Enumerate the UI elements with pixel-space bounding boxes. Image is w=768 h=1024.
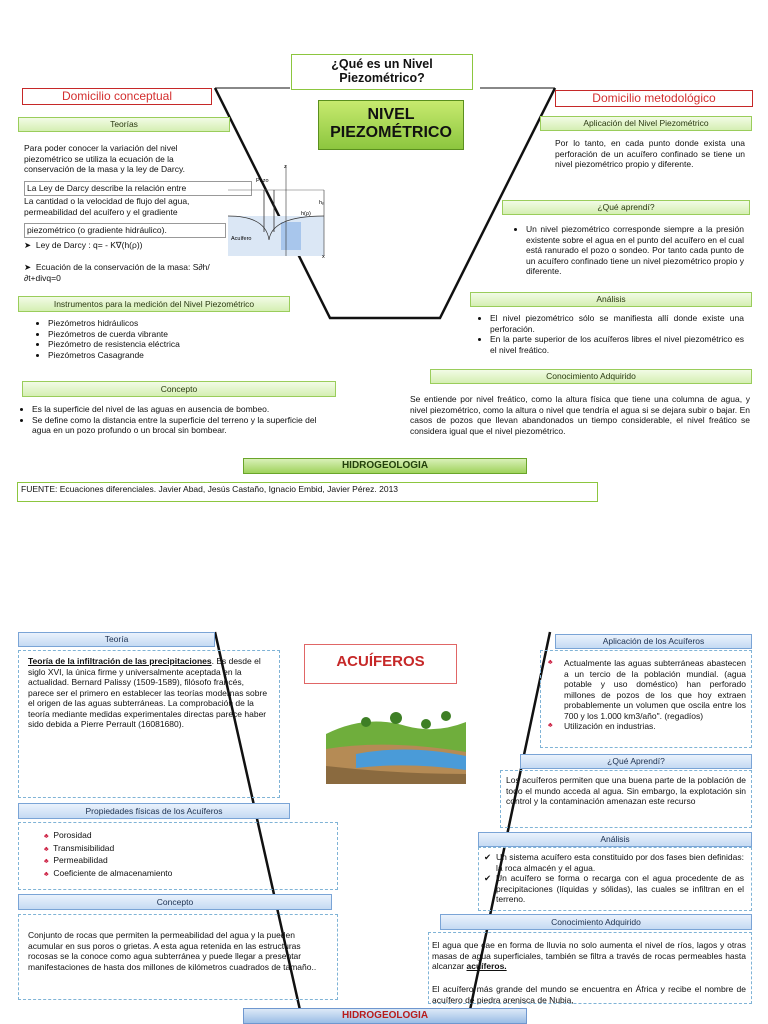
- instrumentos-header: [18, 296, 290, 312]
- propiedades-header-label: Propiedades físicas de los Acuíferos: [85, 806, 223, 816]
- analisis-b-text: Un sistema acuífero esta constituido por dos fases bien definidas: la roca almacén y el agua.: [496, 852, 744, 873]
- conocimiento-b-header: [440, 914, 752, 930]
- conocimiento-b-p1: [432, 940, 746, 972]
- propiedades-list: [44, 830, 294, 880]
- propiedad-label: Coeficiente de almacenamiento: [53, 867, 173, 878]
- analisis-item: • El nivel piezométrico sólo se manifiesta allí donde existe una perforación.: [490, 313, 744, 334]
- fig-acuifero: Acuífero: [231, 236, 252, 242]
- aplicacion-text: Por lo tanto, en cada punto donde exista una perforación de un acuífero confinado se tiene un nivel piezométrico propio y diferente.: [555, 138, 745, 169]
- teoria-header-label: Teoría: [104, 634, 129, 644]
- concepto-b-text: Conjunto de rocas que permiten la permeabilidad del agua y la pueden acumular en sus poros o grietas. A esta agua retenida en las estructuras rocosas se la conoce como agua subterránea y puede llegar a presentar manifestaciones de hasta dos millones de kilómetros cuadrados de tamaño..: [28, 930, 317, 972]
- aprendi-header: [502, 200, 750, 215]
- hidrogeologia-footer-bottom: [243, 1008, 527, 1024]
- main-title-box: [318, 100, 464, 150]
- right-tag-label: Domicilio metodológico: [592, 91, 716, 105]
- footer-label-bottom: HIDROGEOLOGIA: [341, 1010, 429, 1021]
- teorias-header: [18, 117, 230, 132]
- right-tag: [555, 90, 753, 107]
- fig-pozo: Pozo: [256, 178, 269, 184]
- instrumento-item: • Piezómetros hidráulicos: [48, 318, 250, 329]
- conocimiento-b-keyword: acuíferos.: [466, 961, 507, 971]
- analisis-b-list: [484, 852, 744, 905]
- teoria-text: [28, 656, 268, 730]
- conocimiento-b-p2: El acuífero más grande del mundo se encuentra en África y recibe el nombre de acuífero de piedra arenisca de Nubia,: [432, 984, 746, 1005]
- question-box: [291, 54, 473, 90]
- teorias-bullet-2: ➤ Ecuación de la conservación de la masa: S∂h/∂t+divq=0: [24, 262, 210, 283]
- fig-z: z: [284, 164, 287, 170]
- teorias-bullet-1: ➤ Ley de Darcy : q= - K∇(h(ρ)): [24, 240, 143, 250]
- analisis-b-header-label: Análisis: [600, 834, 630, 844]
- analisis-header: [470, 292, 752, 307]
- concepto-item: • Se define como la distancia entre la superficie del terreno y la superficie del agua en un pozo profundo o un brocal sin bombear.: [32, 415, 318, 436]
- aplicacion-b-item: ♣ Actualmente las aguas subterráneas abastecen a un tercio de la población mundial. (agua potable y uso doméstico) han perforado millones de pozos de los que hoy extraen probablemente un volumen que oscila entre los 700 y los 1.000 km3/año". (regadíos): [548, 658, 746, 721]
- analisis-b-item: ✔ Un sistema acuífero esta constituido por dos fases bien definidas: la roca almacén y el agua.: [484, 852, 744, 873]
- aplicacion-b-header: [555, 634, 752, 649]
- teorias-p4: piezométrico (o gradiente hidráulico).: [24, 223, 226, 238]
- aplicacion-b-item: ♣ Utilización en industrias.: [548, 721, 656, 731]
- instrumentos-header-label: Instrumentos para la medición del Nivel Piezométrico: [53, 299, 255, 309]
- teorias-p1: Para poder conocer la variación del nivel piezométrico se utiliza la ecuación de la conservación de la masa y la ley de Darcy.: [24, 143, 185, 174]
- well-figure: [226, 160, 331, 260]
- main-title: NIVEL PIEZOMÉTRICO: [330, 106, 452, 141]
- propiedad-item: ♣ Transmisibilidad: [44, 842, 115, 853]
- propiedad-item: ♣ Permeabilidad: [44, 855, 108, 865]
- propiedad-label: Porosidad: [53, 830, 92, 840]
- teoria-body: . Es desde el siglo XVI, la única firme y universalmente aceptada en la actualidad. Bernard Palissy (1509-1589), filósofo francés, parece ser el primero en establecer las teorías modernas sobre el origen de las aguas subterráneas. La comprobación de la teoría mediante medidas experimentales directas parece haber sido debida a Pierre Perrault (16081680).: [28, 656, 268, 729]
- instrumentos-list: [30, 318, 250, 360]
- footer-label: HIDROGEOLOGIA: [341, 460, 429, 471]
- aprendi-b-header-label: ¿Qué Aprendí?: [607, 756, 665, 766]
- darcy-law: Ley de Darcy : q= - K∇(h(ρ)): [35, 240, 143, 250]
- aplicacion-b-text: Utilización en industrias.: [564, 721, 656, 731]
- concepto-header-label: Concepto: [160, 384, 198, 394]
- concepto-b-header-label: Concepto: [156, 897, 194, 907]
- question-text: ¿Qué es un Nivel Piezométrico?: [331, 57, 433, 85]
- concepto-b-header: [18, 894, 332, 910]
- propiedad-label: Transmisibilidad: [53, 842, 115, 853]
- aplicacion-b-text: Actualmente las aguas subterráneas abastecen a un tercio de la población mundial. (agua potable y uso doméstico) han perforado millones de pozos de los que hoy extraen probablemente un volumen que oscila entre los 700 y los 1.000 km3/año". (regadíos): [564, 658, 746, 721]
- aplicacion-header: [540, 116, 752, 131]
- propiedad-label: Permeabilidad: [53, 855, 108, 865]
- fig-h: h(ρ): [301, 211, 311, 217]
- teoria-bold: Teoría de la infiltración de las precipitaciones: [28, 656, 212, 666]
- aprendi-b-header: [520, 754, 752, 769]
- mass-conservation: Ecuación de la conservación de la masa: S∂h/∂t+divq=0: [24, 262, 210, 283]
- conocimiento-header: [430, 369, 752, 384]
- instrumento-item: • Piezómetros de cuerda vibrante: [48, 329, 250, 340]
- aplicacion-header-label: Aplicación del Nivel Piezométrico: [583, 118, 709, 128]
- fuente-text: FUENTE: Ecuaciones diferenciales. Javier Abad, Jesús Castaño, Ignacio Embid, Javier Pérez. 2013: [21, 484, 399, 494]
- acuiferos-title-box: [304, 644, 457, 684]
- aprendi-header-label: ¿Qué aprendí?: [597, 202, 655, 212]
- analisis-b-header: [478, 832, 752, 847]
- fig-x: x: [322, 254, 325, 260]
- analisis-b-text: Un acuífero se forma o recarga con el agua procedente de as precipitaciones (líquidas y sólidas), las cuales se infiltran en el terreno.: [496, 873, 744, 904]
- concepto-header: [22, 381, 336, 397]
- aquifer-illustration: [326, 704, 466, 784]
- propiedad-item: ♣ Porosidad: [44, 830, 92, 840]
- left-tag: [22, 88, 212, 105]
- concepto-item: • Es la superficie del nivel de las aguas en ausencia de bombeo.: [32, 404, 318, 415]
- aprendi-b-text: Los acuíferos permiten que una buena parte de la población de todo el mundo acceda al agua. Sin embargo, la explotación sin control y la contaminación amenazan este recurso: [506, 775, 746, 806]
- analisis-b-item: ✔ Un acuífero se forma o recarga con el agua procedente de as precipitaciones (líquidas y sólidas), las cuales se infiltran en el terreno.: [484, 873, 744, 904]
- acuiferos-title: ACUÍFEROS: [336, 653, 425, 670]
- analisis-list: [472, 313, 744, 355]
- instrumento-item: • Piezómetros Casagrande: [48, 350, 250, 361]
- left-tag-label: Domicilio conceptual: [61, 89, 173, 103]
- hidrogeologia-footer-top: [243, 458, 527, 474]
- teorias-p3: La cantidad o la velocidad de flujo del agua, permeabilidad del acuífero y el gradiente: [24, 196, 190, 217]
- aprendi-item: • Un nivel piezométrico corresponde siempre a la presión existente sobre el agua en el punto del acuífero en el cual está ranurado el pozo o sondeo. Por tanto cada punto de un acuífero confinado tiene un nivel piezométrico propio y diferente.: [526, 224, 744, 277]
- analisis-header-label: Análisis: [596, 294, 626, 304]
- teorias-p2: La Ley de Darcy describe la relación entre: [24, 181, 252, 196]
- aplicacion-b-list: [548, 658, 746, 732]
- teorias-header-label: Teorías: [110, 119, 138, 129]
- conocimiento-header-label: Conocimiento Adquirido: [546, 371, 636, 381]
- fig-hp: hₚ: [319, 200, 325, 206]
- conocimiento-text: Se entiende por nivel freático, como la altura física que tiene una columna de agua, y nivel piezométrico, como la altura o nivel que tendría el agua si se dejara subir o bajar. En casos de pozos que llevan abandonados un tiempo considerable, el nivel freático se considera igual que el nivel piezométrico.: [410, 394, 750, 436]
- aplicacion-b-header-label: Aplicación de los Acuíferos: [602, 636, 705, 646]
- propiedad-item: ♣ Coeficiente de almacenamiento: [44, 867, 173, 878]
- conocimiento-b-header-label: Conocimiento Adquirido: [551, 917, 641, 927]
- analisis-item: • En la parte superior de los acuíferos libres el nivel piezométrico es el nivel freático.: [490, 334, 744, 355]
- teoria-header: [18, 632, 215, 647]
- conocimiento-b-p1-text: El agua que cae en forma de lluvia no solo aumenta el nivel de ríos, lagos y otras masas de agua superficiales, también se filtra a través de rocas permeables hasta alcanzar: [432, 940, 746, 971]
- aprendi-list: [508, 224, 744, 277]
- fuente-box: [17, 482, 598, 502]
- propiedades-header: [18, 803, 290, 819]
- concepto-list: [18, 404, 318, 436]
- instrumento-item: • Piezómetro de resistencia eléctrica: [48, 339, 250, 350]
